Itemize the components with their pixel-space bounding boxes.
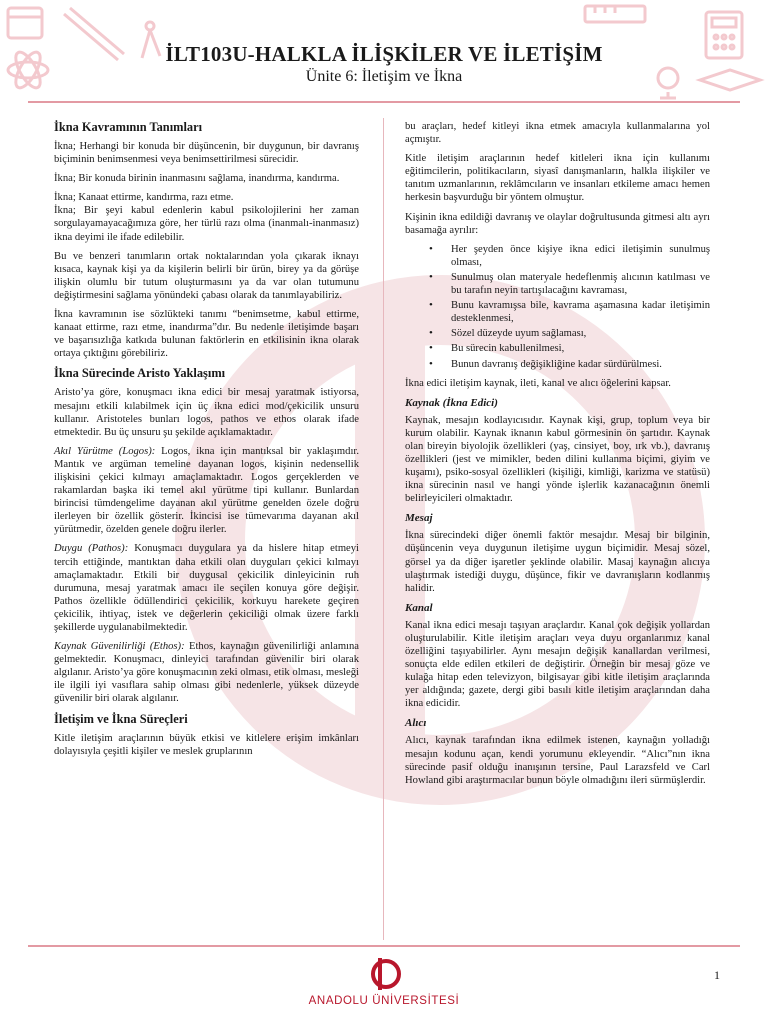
- ethos-text: Ethos, kaynağın güvenilirliği anlamına gelmektedir. Konuşmacı, dinleyici tarafından güvenilir biri olarak algılanır. Aristo’ya göre konuşmacının zeki olması, etik olması, mesleği ile ilgili iyi vasıflara sahip olması gibi nedenlerle, yüksek düzeyde güvenilir biri olarak algılanır.: [54, 641, 360, 705]
- paragraph: Bu ve benzeri tanımların ortak noktalarından yola çıkarak iknayı kısaca, kaynak kişi ya da kişilerin belirli bir ürün, birey ya da görüşe ilişkin olumlu bir tutum oluşturmasını ya da var olan tutumunu değiştirmesini sağlama yönündeki çabası olarak da tanımlayabiliriz.: [54, 250, 359, 301]
- subheading-kanal: Kanal: [405, 601, 433, 614]
- page-title: İLT103U-HALKLA İLİŞKİLER VE İLETİŞİM: [165, 42, 603, 66]
- paragraph: İkna; Bir şeyi kabul edenlerin kabul psikolojilerini her zaman sorgulayamayacağımıza göre, her türlü razı olma (inanmalı-inanmasız) ikna deyimi ile ifade edilebilir.: [54, 205, 359, 243]
- subheading-kaynak: Kaynak (İkna Edici): [405, 396, 498, 409]
- university-logo-icon: [360, 956, 408, 992]
- paragraph: Kitle iletişim araçlarının hedef kitleleri ikna için kullanımı eğitimcilerin, politikacıların, siyasî danışmanların, halkla ilişkiler ve tanıtım uzmanlarının, reklâmcıların ve insanları etkileme amacı hemen herkesin başvurduğu bir yöntem olmuştur.: [405, 153, 710, 204]
- list-item: • Sunulmuş olan materyale hedeflenmiş alıcının katılması ve bu tarafın neyin tartışılacağını kavraması,: [451, 271, 710, 297]
- pathos-paragraph: [54, 542, 359, 634]
- paragraph: Aristo’ya göre, konuşmacı ikna edici bir mesaj yaratmak istiyorsa, mesajını etkili kılabilmek için üç ikna edici mod/çekicilik unsuru kullanır. Aristoteles bunları logos, pathos ve ethos olarak ifade etmektedir. Bu üç unsuru şu şekilde açıklamaktadır.: [54, 387, 359, 438]
- paragraph: bu araçları, hedef kitleyi ikna etmek amacıyla kullanmalarına yol açmıştır.: [405, 121, 710, 146]
- calendar-icon: [8, 8, 42, 38]
- paragraph: Alıcı, kaynak tarafından ikna edilmek istenen, kaynağın yolladığı mesajın kodunu açan, kendi yorumunu ekleyendir. “Alıcı”nın ikna sürecinde pasif olduğu inanışının tersine, Paul Larazsfeld ve Carl Howland gibi araştırmacılar bunun böyle olmadığını ileri sürmüşlerdir.: [405, 735, 710, 786]
- paragraph: İkna; Herhangi bir konuda bir düşüncenin, bir duygunun, bir davranış biçiminin benimsenmesi veya benimsettirilmesi sürecidir.: [54, 141, 359, 166]
- footer-divider: [28, 945, 740, 947]
- paragraph: İkna; Bir konuda birinin inanmasını sağlama, inandırma, kandırma.: [54, 173, 340, 185]
- logos-term: Akıl Yürütme (Logos):: [54, 445, 156, 457]
- paragraph: İkna edici iletişim kaynak, ileti, kanal ve alıcı öğelerini kapsar.: [405, 377, 671, 389]
- pathos-text: Konuşmacı duygulara ya da hislere hitap etmeyi tercih ettiğinde, mantıktan daha etkili olan duyguları çekici kılmayı amaçlamaktadır. Etkili bir duygusal çekicilik dinleyicinin ruh durumuna, mesaj yaratmak amacı ile seçilen konuya göre değişir. Pathos özellikle ödüllendirici çekicilik, korkuyu harekete geçiren çekicilik, ihtiyaç, istek ve değerlerin çekiciliği olmak üzere farklı şekillerde uygulanabilmektedir.: [54, 543, 359, 633]
- paragraph: İkna; Kanaat ettirme, kandırma, razı etme.: [54, 192, 234, 204]
- page-number: 1: [714, 968, 720, 982]
- section-heading-iletisim-ikna: İletişim ve İkna Süreçleri: [54, 711, 188, 726]
- list-item: • Bunun davranış değişikliğine kadar sürdürülmesi.: [451, 358, 710, 371]
- list-item: • Her şeyden önce kişiye ikna edici iletişimin sunulmuş olması,: [451, 243, 710, 269]
- university-name: ANADOLU ÜNİVERSİTESİ: [308, 995, 460, 1007]
- pathos-term: Duygu (Pathos):: [54, 543, 129, 555]
- paragraph: İkna kavramının ise sözlükteki tanımı “benimsetme, kabul ettirme, kanaat ettirme, razı etme, inandırma”dır. Bu nedenle iletişimde başarı ve başarısızlığa katkıda bulunan faktörlerin en etkilisinin ikna olarak ortaya çıktığını görebiliriz.: [54, 309, 359, 360]
- section-heading-ikna-tanimlari: İkna Kavramının Tanımları: [54, 120, 203, 134]
- left-column: [54, 120, 359, 764]
- unit-subtitle: Ünite 6: İletişim ve İkna: [305, 68, 463, 85]
- column-divider: [383, 118, 384, 940]
- page-header: [0, 0, 768, 104]
- steps-list: [405, 243, 710, 371]
- ruler-icon: [585, 6, 645, 22]
- right-column: [405, 120, 710, 793]
- ethos-paragraph: [54, 640, 359, 705]
- list-item: • Bunu kavramışsa bile, kavrama aşamasına kadar iletişimin desteklenmesi,: [451, 299, 710, 325]
- section-heading-aristo: İkna Sürecinde Aristo Yaklaşımı: [54, 366, 226, 381]
- paragraph: Kaynak, mesajın kodlayıcısıdır. Kaynak kişi, grup, toplum veya bir kurum olabilir. Kaynak iknanın kabul görmesinin ön şartıdır. Kaynak olan bireyin biyolojik özellikleri (yaş, cinsiyet, boy, ırk vb.), davranış özellikleri (jest ve mimikler, beden dilini kullanma biçimi, giyim ve kuşamı), psiko-sosyal özellikleri (kişiliği, kimliği, karizma ve statüsü) ikna sürecinin nasıl ve hangi yönde işlerlik kazanacağının önemli belirleyicileri olmaktadır.: [405, 414, 710, 505]
- subheading-alici: Alıcı: [405, 717, 427, 730]
- logos-text: Logos, ikna için mantıksal bir yaklaşımdır. Mantık ve argüman temeline dayanan logos, kişinin nedensellik ilişkisini çekici kılmayı amaçlamaktadır. Logos gerçeklerden ve rakamlardan başka iki temel akıl yürütme tipi kullanır. Bunlardan birincisi tümdengelime dayanan akıl yürütme genelden özele doğru ilerleyen bir özellik gösterir. İkincisi ise tümevarıma dayanan akıl yürütmedir, özelden genele doğru ilerler.: [54, 445, 359, 536]
- ethos-term: Kaynak Güvenilirliği (Ethos):: [54, 641, 185, 653]
- header-divider: [28, 101, 740, 103]
- paragraph: İkna sürecindeki diğer önemli faktör mesajdır. Mesaj bir bilginin, düşüncenin veya duygunun iletişime uygun biçimidir. Mesaj sözel, görsel ya da diğer işaretler şeklinde olabilir. Masaj kaynağın alıcıya ulaştırmak istediği duygu, düşünce, fikir ve davranışların kodlanmış halidir.: [405, 530, 710, 594]
- list-item: • Bu sürecin kabullenilmesi,: [451, 342, 710, 355]
- list-item: • Sözel düzeyde uyum sağlaması,: [451, 327, 710, 340]
- subheading-mesaj: Mesaj: [405, 512, 433, 525]
- paragraph: Kişinin ikna edildiği davranış ve olaylar doğrultusunda gitmesi altı ayrı basamağa ayrılır:: [405, 211, 710, 236]
- logos-paragraph: [54, 445, 359, 537]
- paragraph: Kitle iletişim araçlarının büyük etkisi ve kitlelere erişim imkânları dolayısıyla çeşitli kişiler ve meslek gruplarının: [54, 732, 359, 757]
- paragraph: Kanal ikna edici mesajı taşıyan araçlardır. Kanal çok değişik yollardan oluşturulabilir. Kitle iletişim araçları veya duyu organlarımız kanal özelliğini taşıyabilirler. Aynı mesajın değişik kanallardan verilmesi, sonuçta elde edilen etkileri de değiştirir. Örneğin bir mesaj göze ve kulağa hitap eden televizyon, bilgisayar gibi kitle iletişim araçlarında yer aldığında; gazete, dergi gibi basılı kitle iletişim araçlarından daha ikna edicidir.: [405, 619, 710, 710]
